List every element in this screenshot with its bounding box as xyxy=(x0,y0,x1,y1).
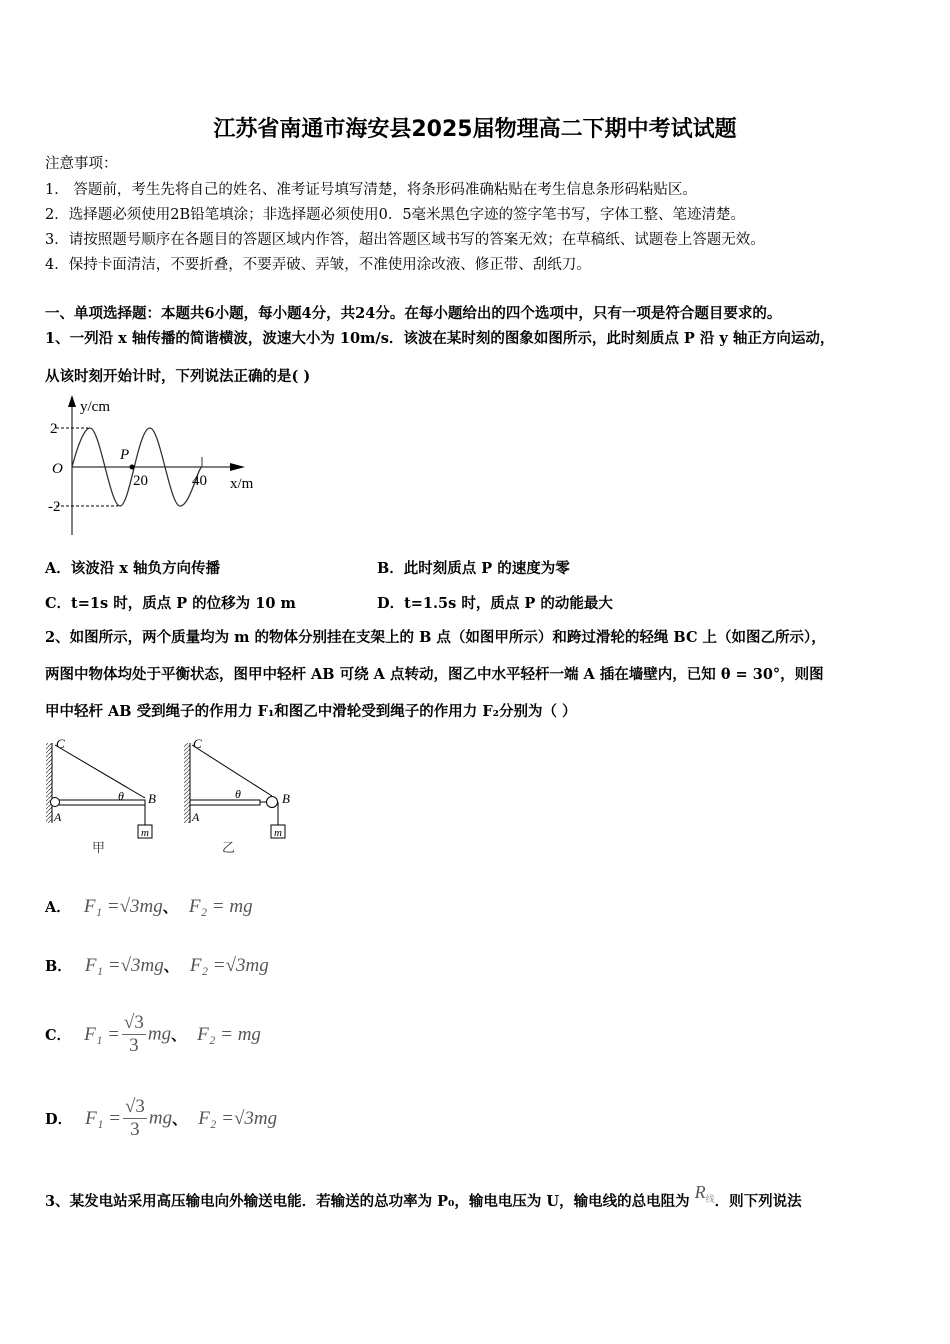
notice-item-1: 1． 答题前，考生先将自己的姓名、准考证号填写清楚，将条形码准确粘贴在考生信息条形码粘贴区。 xyxy=(45,182,697,198)
svg-text:A: A xyxy=(192,810,200,824)
q1-option-a: A．该波沿 x 轴负方向传播 xyxy=(45,560,220,577)
q1-option-b: B．此时刻质点 P 的速度为零 xyxy=(377,560,570,577)
svg-text:B: B xyxy=(148,791,156,806)
svg-text:O: O xyxy=(52,461,63,477)
svg-text:乙: 乙 xyxy=(222,841,236,856)
svg-text:θ: θ xyxy=(235,787,241,801)
svg-text:A: A xyxy=(54,810,62,824)
notice-heading: 注意事项： xyxy=(45,156,118,172)
q2-stem-line3: 甲中轻杆 AB 受到绳子的作用力 F₁和图乙中滑轮受到绳子的作用力 F₂分别为（ ） xyxy=(45,703,577,720)
notice-item-3: 3．请按照题号顺序在各题目的答题区域内作答，超出答题区域书写的答案无效；在草稿纸、试题卷上答题无效。 xyxy=(45,232,765,248)
q2-option-b: B． F₁ =√3mg、 F₂ =√3mg xyxy=(45,955,269,976)
q3-stem-line1: 3、某发电站采用高压输电向外输送电能．若输送的总功率为 P₀，输电电压为 U，输电线的总电阻为 $R^线$．则下列说法 xyxy=(45,1182,802,1210)
page-title: 江苏省南通市海安县2025届物理高二下期中考试试题 xyxy=(213,117,737,142)
q1-option-d: D．t=1.5s 时，质点 P 的动能最大 xyxy=(377,595,613,612)
section-heading: 一、单项选择题：本题共6小题，每小题4分，共24分。在每小题给出的四个选项中，只有一项是符合题目要求的。 xyxy=(45,305,782,322)
svg-text:-2: -2 xyxy=(48,499,61,515)
svg-text:甲: 甲 xyxy=(92,841,106,856)
notice-item-2: 2．选择题必须使用2B铅笔填涂；非选择题必须使用0．5毫米黑色字迹的签字笔书写，字体工整、笔迹清楚。 xyxy=(45,207,746,223)
svg-text:40: 40 xyxy=(192,473,207,489)
svg-text:2: 2 xyxy=(50,421,58,437)
notice-item-4: 4．保持卡面清洁，不要折叠，不要弄破、弄皱，不准使用涂改液、修正带、刮纸刀。 xyxy=(45,257,591,273)
svg-text:θ: θ xyxy=(118,789,124,803)
q1-stem-line1: 1、一列沿 x 轴传播的简谐横波，波速大小为 10m/s．该波在某时刻的图象如图所示，此时刻质点 P 沿 y 轴正方向运动， xyxy=(45,330,835,347)
svg-text:20: 20 xyxy=(133,473,148,489)
q1-option-c: C．t=1s 时，质点 P 的位移为 10 m xyxy=(45,595,296,612)
x-axis-label: x/m xyxy=(230,476,254,492)
y-axis-label: y/cm xyxy=(80,399,110,415)
q2-stem-line1: 2、如图所示，两个质量均为 m 的物体分别挂在支架上的 B 点（如图甲所示）和跨过滑轮的轻绳 BC 上（如图乙所示）， xyxy=(45,629,826,646)
q1-wave-figure xyxy=(40,395,270,535)
q2-stem-line2: 两图中物体均处于平衡状态，图甲中轻杆 AB 可绕 A 点转动，图乙中水平轻杆一端 A 插在墙壁内，已知 θ = 30°，则图 xyxy=(45,666,824,683)
q1-stem-line2: 从该时刻开始计时，下列说法正确的是( ) xyxy=(45,368,311,385)
svg-text:C: C xyxy=(193,736,202,751)
svg-text:P: P xyxy=(120,447,130,463)
q2-bracket-figure xyxy=(40,735,310,860)
q2-option-a: A． F₁ =√3mg、 F₂ = mg xyxy=(45,896,253,917)
q2-option-d: D． F₁ = $\frac{√3}{3}$ mg、 F₂ =√3mg xyxy=(45,1096,278,1140)
svg-text:B: B xyxy=(282,791,290,806)
q2-option-c: C． F₁ = $\frac{√3}{3}$ mg、 F₂ = mg xyxy=(45,1012,261,1056)
svg-text:m: m xyxy=(141,827,149,839)
svg-text:m: m xyxy=(274,827,282,839)
svg-text:C: C xyxy=(56,736,65,751)
